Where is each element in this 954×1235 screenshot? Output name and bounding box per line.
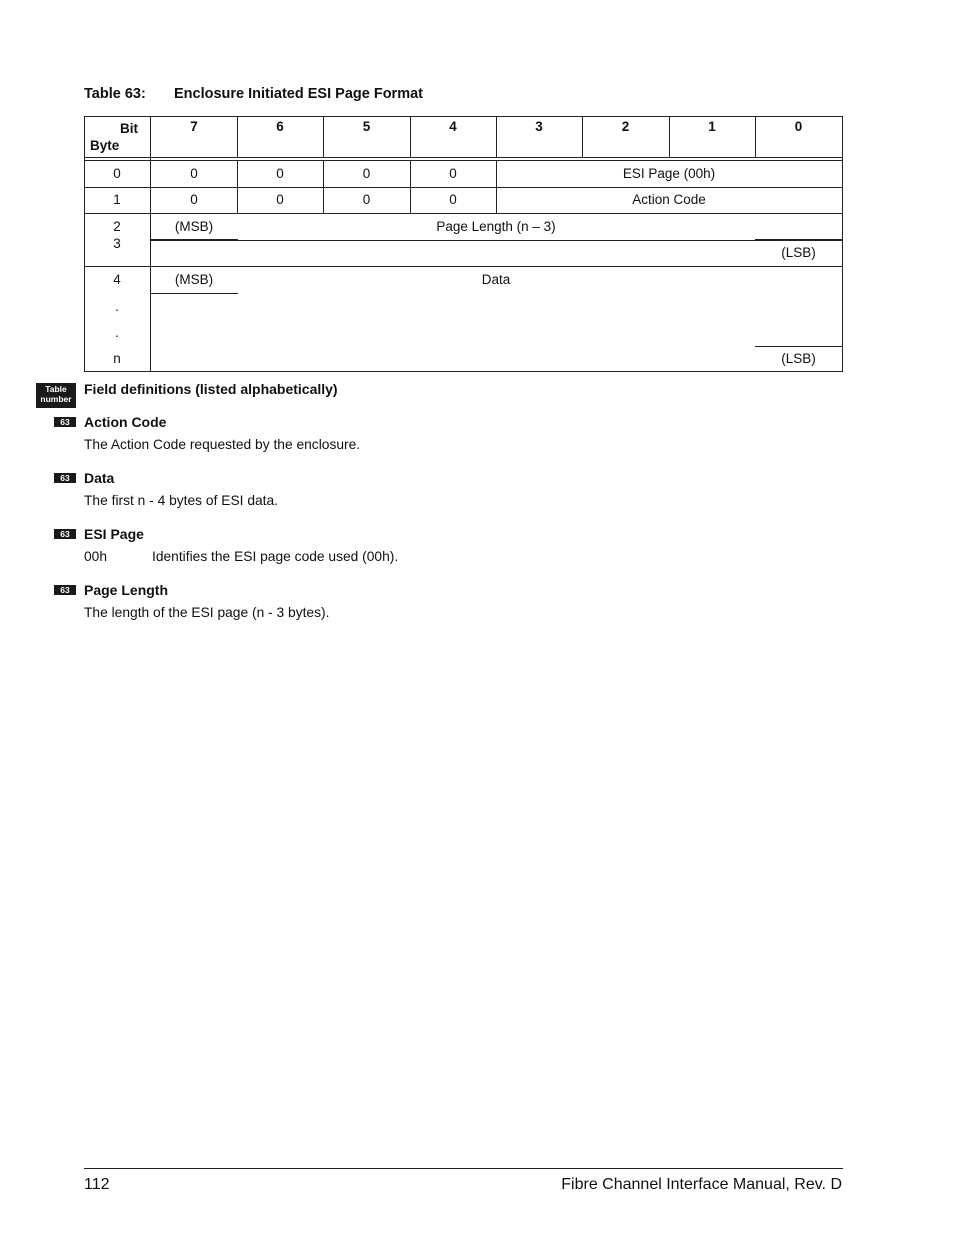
table-number-badge: Table number [36, 383, 76, 408]
byte-2-label: 2 [113, 219, 121, 234]
table-title: Enclosure Initiated ESI Page Format [174, 86, 423, 102]
table-cell: 0 [276, 192, 284, 207]
esi-page-format-table [84, 116, 843, 372]
field-table-badge: 63 [54, 417, 76, 427]
table-cell: 0 [190, 166, 198, 181]
action-code-field: Action Code [632, 192, 706, 207]
bit-2-header: 2 [621, 119, 630, 134]
page-length-field: Page Length (n – 3) [436, 219, 556, 234]
bit-3-header: 3 [535, 119, 543, 134]
table-cell: 0 [362, 166, 371, 181]
table-cell: 0 [449, 192, 457, 207]
bit-7-header: 7 [190, 119, 198, 134]
page-number: 112 [84, 1176, 110, 1193]
table-caption [84, 86, 423, 102]
field-name: Page Length [84, 582, 169, 598]
bit-5-header: 5 [362, 119, 371, 134]
byte-4-label: 4 [113, 272, 121, 287]
header-bit-label: Bit [120, 121, 138, 136]
manual-title: Fibre Channel Interface Manual, Rev. D [561, 1176, 842, 1193]
data-field: Data [481, 272, 511, 287]
ellipsis-dot: . [115, 325, 119, 340]
field-table-badge: 63 [54, 473, 76, 483]
table-number: Table 63: [84, 86, 146, 102]
bit-1-header: 1 [708, 119, 716, 134]
header-byte-label: Byte [90, 138, 120, 153]
byte-1-label: 1 [113, 192, 121, 207]
msb-marker: (MSB) [174, 272, 214, 287]
field-description: Identifies the ESI page code used (00h). [152, 549, 399, 564]
bit-4-header: 4 [449, 119, 457, 134]
bit-0-header: 0 [794, 119, 803, 134]
lsb-marker: (LSB) [781, 351, 816, 366]
field-definitions-heading: Field definitions (listed alphabetically) [84, 381, 338, 397]
byte-0-label: 0 [113, 166, 121, 181]
bit-6-header: 6 [276, 119, 284, 134]
ellipsis-dot: . [115, 299, 119, 314]
table-cell: 0 [362, 192, 371, 207]
byte-3-label: 3 [113, 236, 121, 251]
msb-marker: (MSB) [174, 219, 214, 234]
esi-page-field: ESI Page (00h) [622, 166, 716, 181]
field-description: The first n - 4 bytes of ESI data. [84, 493, 279, 508]
table-cell: 0 [449, 166, 457, 181]
byte-n-label: n [113, 351, 121, 366]
table-cell: 0 [276, 166, 284, 181]
lsb-marker: (LSB) [781, 245, 816, 260]
field-table-badge: 63 [54, 585, 76, 595]
field-name: Data [84, 470, 115, 486]
field-name: ESI Page [84, 526, 144, 542]
field-description: The length of the ESI page (n - 3 bytes). [84, 605, 330, 620]
field-table-badge: 63 [54, 529, 76, 539]
table-cell: 0 [190, 192, 198, 207]
field-code: 00h [84, 549, 108, 564]
field-name: Action Code [84, 414, 167, 430]
field-description: The Action Code requested by the enclosure. [84, 437, 361, 452]
footer-rule [84, 1168, 843, 1169]
